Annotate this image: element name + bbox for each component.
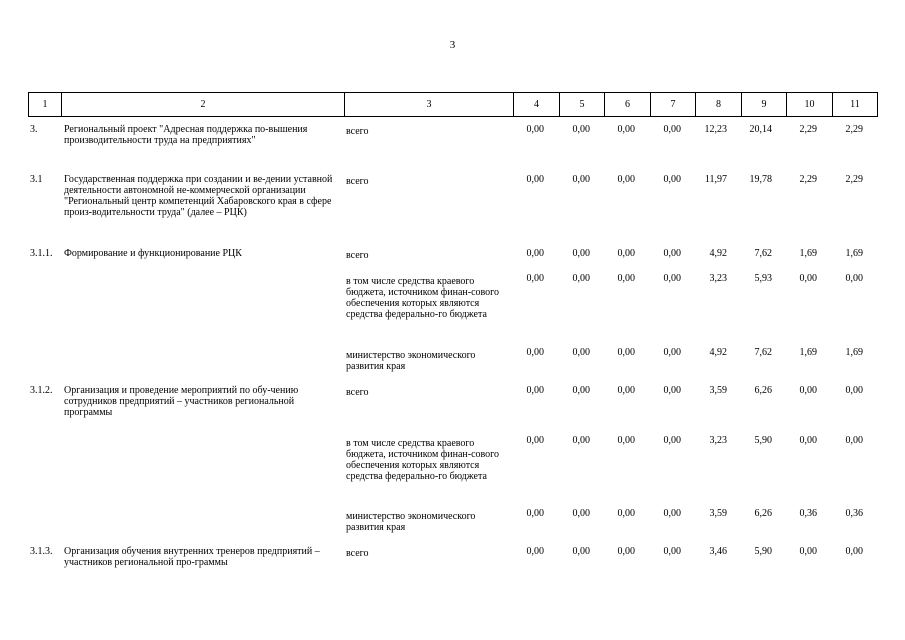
header-col-11: 11 [833,93,878,117]
value-col-8: 3,59 [709,385,727,396]
table-row [28,174,877,218]
value-col-6: 0,00 [617,273,635,284]
value-col-7: 0,00 [663,508,681,519]
value-col-7: 0,00 [663,248,681,259]
value-col-7: 0,00 [663,124,681,135]
value-col-10: 0,36 [799,508,817,519]
row-name: Организация и проведение мероприятий по обу-чению сотрудников предприятий – участников региональной программы [64,385,299,418]
page-number: 3 [449,39,456,51]
value-col-11: 2,29 [845,124,863,135]
value-col-9: 7,62 [754,248,772,259]
value-col-5: 0,00 [572,347,590,358]
row-source: в том числе средства краевого бюджета, источником финан-сового обеспечения которых являются средства федерально-го бюджета [346,276,500,320]
value-col-10: 0,00 [799,273,817,284]
row-number: 3.1.3. [30,546,53,557]
value-col-4: 0,00 [526,508,544,519]
value-col-4: 0,00 [526,248,544,259]
value-col-11: 0,00 [845,273,863,284]
value-col-6: 0,00 [617,347,635,358]
header-col-5: 5 [560,93,605,117]
value-col-8: 11,97 [704,174,727,185]
row-name: Государственная поддержка при создании и ве-дении уставной деятельности автономной не-коммерческой организации "Региональный центр компетенций Хабаровского края в сфере произ-водительности труда" (далее – РЦК) [64,174,333,218]
value-col-10: 2,29 [799,174,817,185]
row-number: 3.1.1. [30,248,53,259]
header-col-7: 7 [651,93,696,117]
value-col-11: 1,69 [845,248,863,259]
value-col-11: 0,00 [845,546,863,557]
value-col-6: 0,00 [617,508,635,519]
column-number-header [28,92,878,117]
value-col-9: 6,26 [754,508,772,519]
header-col-4: 4 [514,93,560,117]
value-col-6: 0,00 [617,124,635,135]
table-row [28,546,877,568]
row-source: всего [346,126,369,137]
header-col-8: 8 [696,93,742,117]
value-col-10: 2,29 [799,124,817,135]
value-col-11: 0,00 [845,435,863,446]
header-col-1: 1 [29,93,62,117]
row-name: Формирование и функционирование РЦК [64,248,242,259]
value-col-7: 0,00 [663,273,681,284]
table-row [28,385,877,418]
header-col-9: 9 [742,93,787,117]
value-col-10: 1,69 [799,347,817,358]
value-col-4: 0,00 [526,124,544,135]
value-col-11: 1,69 [845,347,863,358]
row-number: 3.1 [30,174,43,185]
value-col-7: 0,00 [663,385,681,396]
header-col-6: 6 [605,93,651,117]
table-row [28,124,877,146]
table-row [28,508,877,533]
value-col-5: 0,00 [572,174,590,185]
value-col-5: 0,00 [572,546,590,557]
value-col-7: 0,00 [663,435,681,446]
row-number: 3. [30,124,38,135]
value-col-4: 0,00 [526,385,544,396]
value-col-7: 0,00 [663,546,681,557]
value-col-4: 0,00 [526,435,544,446]
value-col-4: 0,00 [526,347,544,358]
value-col-11: 2,29 [845,174,863,185]
value-col-5: 0,00 [572,435,590,446]
table-row [28,347,877,372]
value-col-9: 5,93 [754,273,772,284]
value-col-4: 0,00 [526,546,544,557]
row-name: Региональный проект "Адресная поддержка по-вышения производительности труда на предприятиях" [64,124,308,146]
value-col-5: 0,00 [572,508,590,519]
value-col-10: 0,00 [799,435,817,446]
row-source: всего [346,176,369,187]
value-col-6: 0,00 [617,435,635,446]
row-source: всего [346,387,369,398]
value-col-8: 3,59 [709,508,727,519]
value-col-8: 4,92 [709,248,727,259]
row-source: министерство экономического развития края [346,350,476,372]
value-col-11: 0,00 [845,385,863,396]
value-col-11: 0,36 [845,508,863,519]
row-source: всего [346,548,369,559]
row-source: в том числе средства краевого бюджета, источником финан-сового обеспечения которых являются средства федерально-го бюджета [346,438,500,482]
row-name: Организация обучения внутренних тренеров предприятий – участников региональной про-граммы [64,546,320,568]
table-row [28,435,877,482]
table-row [28,248,877,261]
value-col-8: 3,23 [709,273,727,284]
header-col-3: 3 [345,93,514,117]
value-col-5: 0,00 [572,248,590,259]
value-col-6: 0,00 [617,546,635,557]
value-col-8: 3,23 [709,435,727,446]
header-col-2: 2 [62,93,345,117]
value-col-5: 0,00 [572,124,590,135]
value-col-10: 0,00 [799,546,817,557]
row-source: всего [346,250,369,261]
value-col-8: 3,46 [709,546,727,557]
header-col-10: 10 [787,93,833,117]
value-col-10: 1,69 [799,248,817,259]
row-number: 3.1.2. [30,385,53,396]
value-col-4: 0,00 [526,174,544,185]
value-col-7: 0,00 [663,347,681,358]
value-col-5: 0,00 [572,385,590,396]
value-col-9: 7,62 [754,347,772,358]
value-col-6: 0,00 [617,248,635,259]
value-col-6: 0,00 [617,385,635,396]
table-row [28,273,877,320]
value-col-5: 0,00 [572,273,590,284]
value-col-7: 0,00 [663,174,681,185]
value-col-6: 0,00 [617,174,635,185]
row-source: министерство экономического развития края [346,511,476,533]
value-col-9: 5,90 [754,546,772,557]
value-col-8: 12,23 [704,124,727,135]
value-col-4: 0,00 [526,273,544,284]
value-col-8: 4,92 [709,347,727,358]
value-col-9: 5,90 [754,435,772,446]
value-col-9: 20,14 [749,124,772,135]
value-col-10: 0,00 [799,385,817,396]
value-col-9: 6,26 [754,385,772,396]
value-col-9: 19,78 [749,174,772,185]
